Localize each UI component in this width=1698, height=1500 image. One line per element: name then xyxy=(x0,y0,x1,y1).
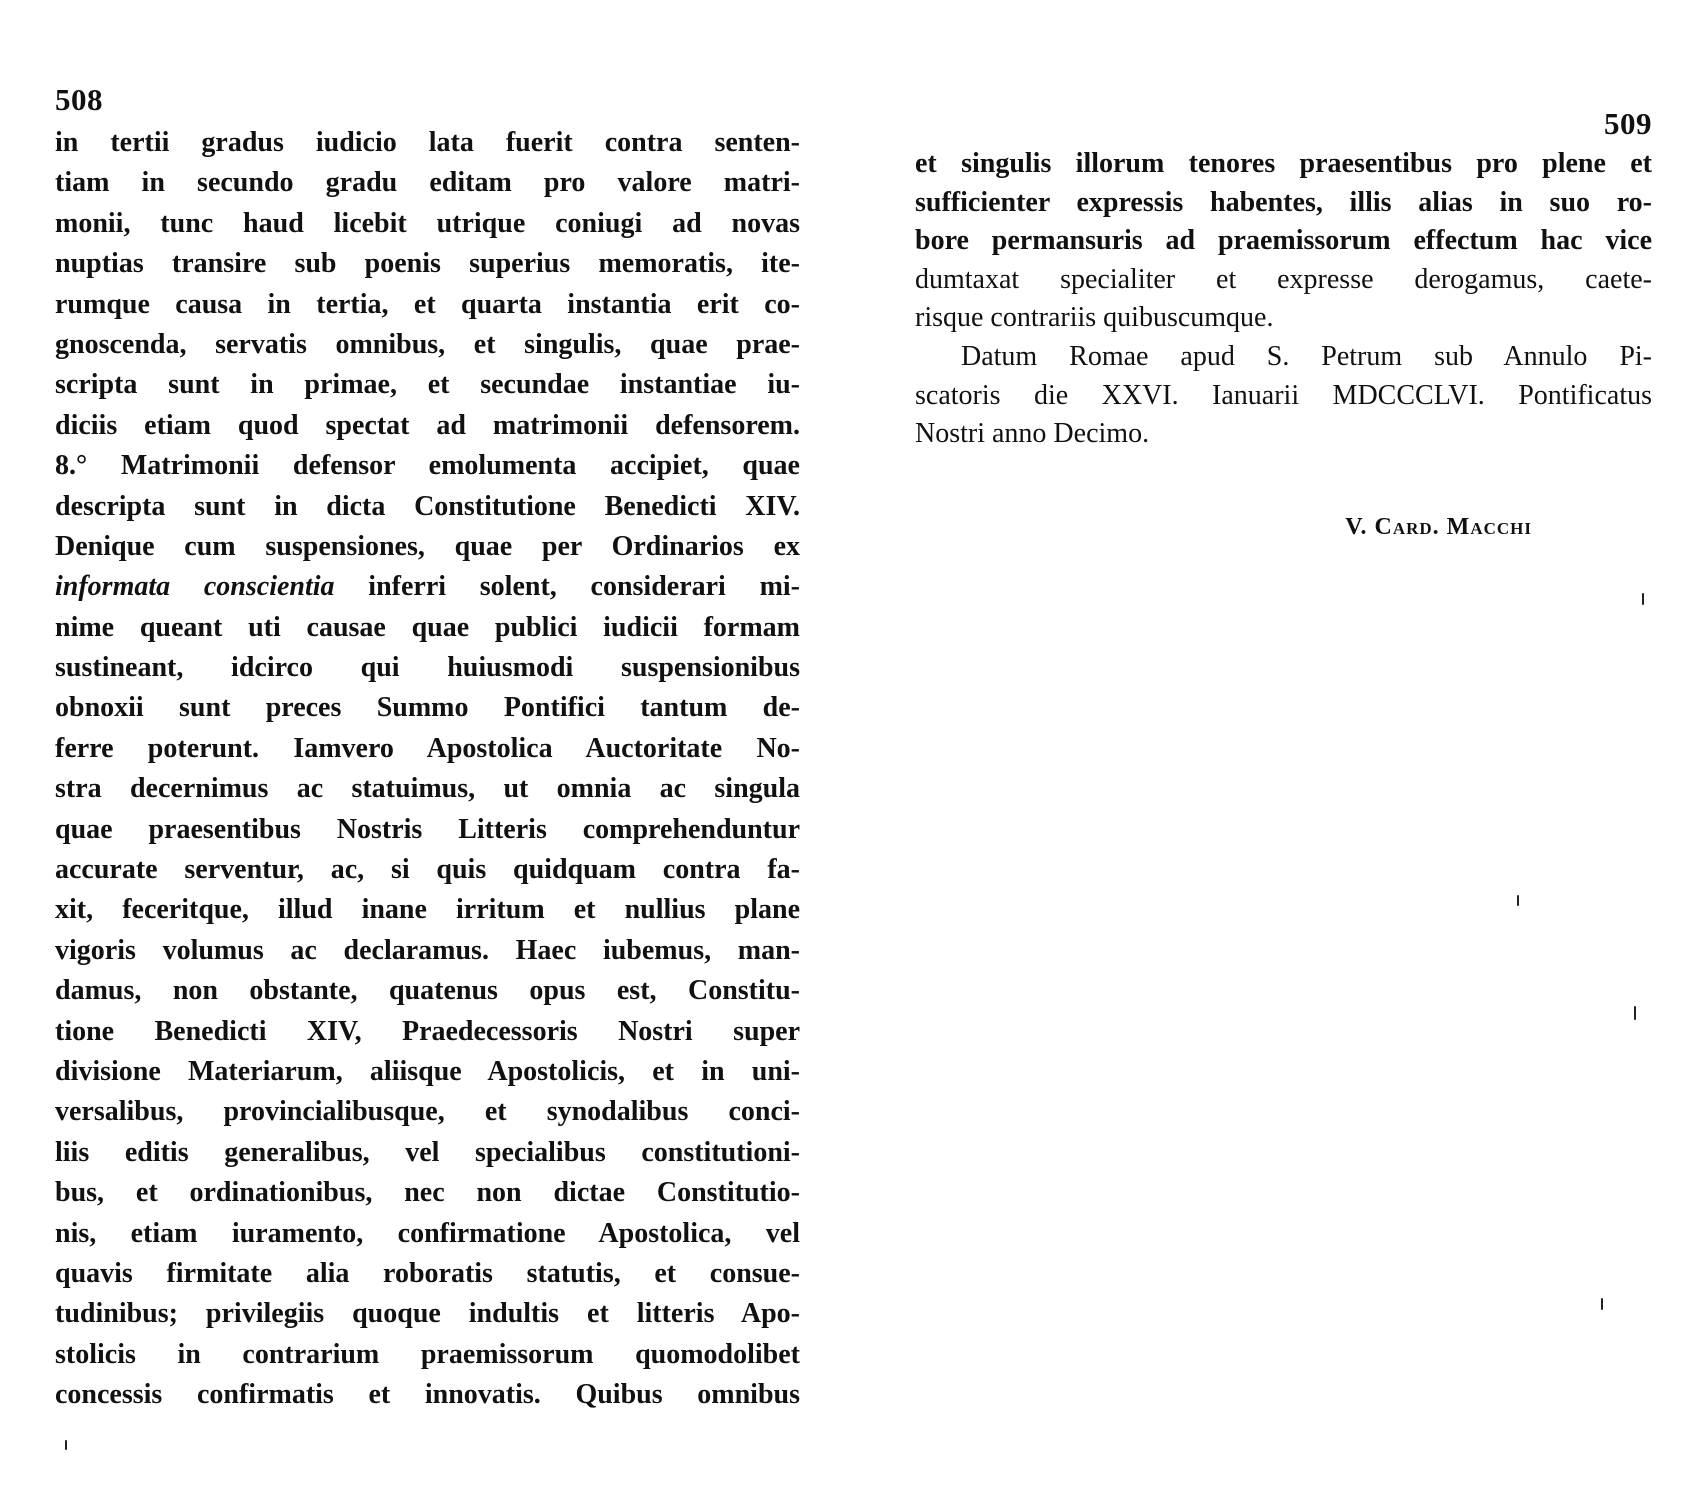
text-line: quae praesentibus Nostris Litteris comprehenduntur xyxy=(55,813,800,845)
text-line: monii, tunc haud licebit utrique coniugi ad novas xyxy=(55,207,800,239)
text-line-italic xyxy=(55,567,800,607)
text-line: sustineant, idcirco qui huiusmodi suspensionibus xyxy=(55,652,800,684)
text-line: gnoscenda, servatis omnibus, et singulis, quae prae- xyxy=(55,328,800,360)
text-line: divisione Materiarum, aliisque Apostolicis, et in uni- xyxy=(55,1055,800,1087)
italic-phrase: informata conscientia xyxy=(55,571,335,603)
text-line: rumque causa in tertia, et quarta instantia erit co- xyxy=(55,288,800,320)
print-speck xyxy=(1634,1006,1636,1020)
text-line: tione Benedicti XIV, Praedecessoris Nostri super xyxy=(55,1015,800,1047)
text-line: bore permansuris ad praemissorum effectum hac vice xyxy=(915,225,1652,257)
text-line: nis, etiam iuramento, confirmatione Apostolica, vel xyxy=(55,1217,800,1249)
text-line: accurate serventur, ac, si quis quidquam contra fa- xyxy=(55,854,800,886)
italic-line-rest: inferri solent, considerari mi- xyxy=(334,571,800,603)
text-line: damus, non obstante, quatenus opus est, Constitu- xyxy=(55,975,800,1007)
text-line: Datum Romae apud S. Petrum sub Annulo Pi- xyxy=(961,340,1652,372)
text-line: tiam in secundo gradu editam pro valore matri- xyxy=(55,167,800,199)
print-speck xyxy=(65,1440,67,1450)
text-line: liis editis generalibus, vel specialibus constitutioni- xyxy=(55,1136,800,1168)
text-line: descripta sunt in dicta Constitutione Benedicti XIV. xyxy=(55,490,800,522)
text-line: in tertii gradus iudicio lata fuerit contra senten- xyxy=(55,127,800,158)
text-line: vigoris volumus ac declaramus. Haec iubemus, man- xyxy=(55,934,800,966)
text-line: diciis etiam quod spectat ad matrimonii defensorem. xyxy=(55,409,800,441)
text-line: bus, et ordinationibus, nec non dictae Constitutio- xyxy=(55,1177,800,1209)
text-line: sufficienter expressis habentes, illis alias in suo ro- xyxy=(915,186,1652,218)
text-line: nuptias transire sub poenis superius memoratis, ite- xyxy=(55,248,800,280)
text-line: tudinibus; privilegiis quoque indultis et litteris Apo- xyxy=(55,1298,800,1330)
text-line: scatoris die XXVI. Ianuarii MDCCCLVI. Pontificatus xyxy=(915,379,1652,411)
text-line: 8.° Matrimonii defensor emolumenta accipiet, quae xyxy=(55,450,800,482)
text-line: stolicis in contrarium praemissorum quomodolibet xyxy=(55,1338,800,1370)
text-line: ferre poterunt. Iamvero Apostolica Auctoritate No- xyxy=(55,732,800,764)
text-line: et singulis illorum tenores praesentibus pro plene et xyxy=(915,148,1652,179)
print-speck xyxy=(1601,1298,1603,1310)
text-line: quavis firmitate alia roboratis statutis, et consue- xyxy=(55,1257,800,1289)
right-page-body xyxy=(915,145,1652,454)
text-line: stra decernimus ac statuimus, ut omnia ac singula xyxy=(55,773,800,805)
text-line: Nostri anno Decimo. xyxy=(915,418,1150,450)
left-page-body xyxy=(55,123,800,1416)
text-line: concessis confirmatis et innovatis. Quibus omnibus xyxy=(55,1379,800,1411)
page-number-right: 509 xyxy=(1604,106,1652,141)
text-line: obnoxii sunt preces Summo Pontifici tantum de- xyxy=(55,692,800,724)
text-line: versalibus, provincialibusque, et synodalibus conci- xyxy=(55,1096,800,1128)
signature-text: V. Card. Macchi xyxy=(1345,514,1532,540)
text-line: xit, feceritque, illud inane irritum et nullius plane xyxy=(55,894,800,926)
signature xyxy=(1345,514,1532,541)
print-speck xyxy=(1642,593,1644,605)
page-number-left: 508 xyxy=(55,82,103,117)
text-line: Denique cum suspensiones, quae per Ordinarios ex xyxy=(55,530,800,562)
print-speck xyxy=(1517,895,1519,906)
text-line: dumtaxat specialiter et expresse derogamus, caete- xyxy=(915,263,1652,295)
text-line: scripta sunt in primae, et secundae instantiae iu- xyxy=(55,369,800,401)
text-line: nime queant uti causae quae publici iudicii formam xyxy=(55,611,800,643)
text-line: risque contrariis quibuscumque. xyxy=(915,302,1274,334)
